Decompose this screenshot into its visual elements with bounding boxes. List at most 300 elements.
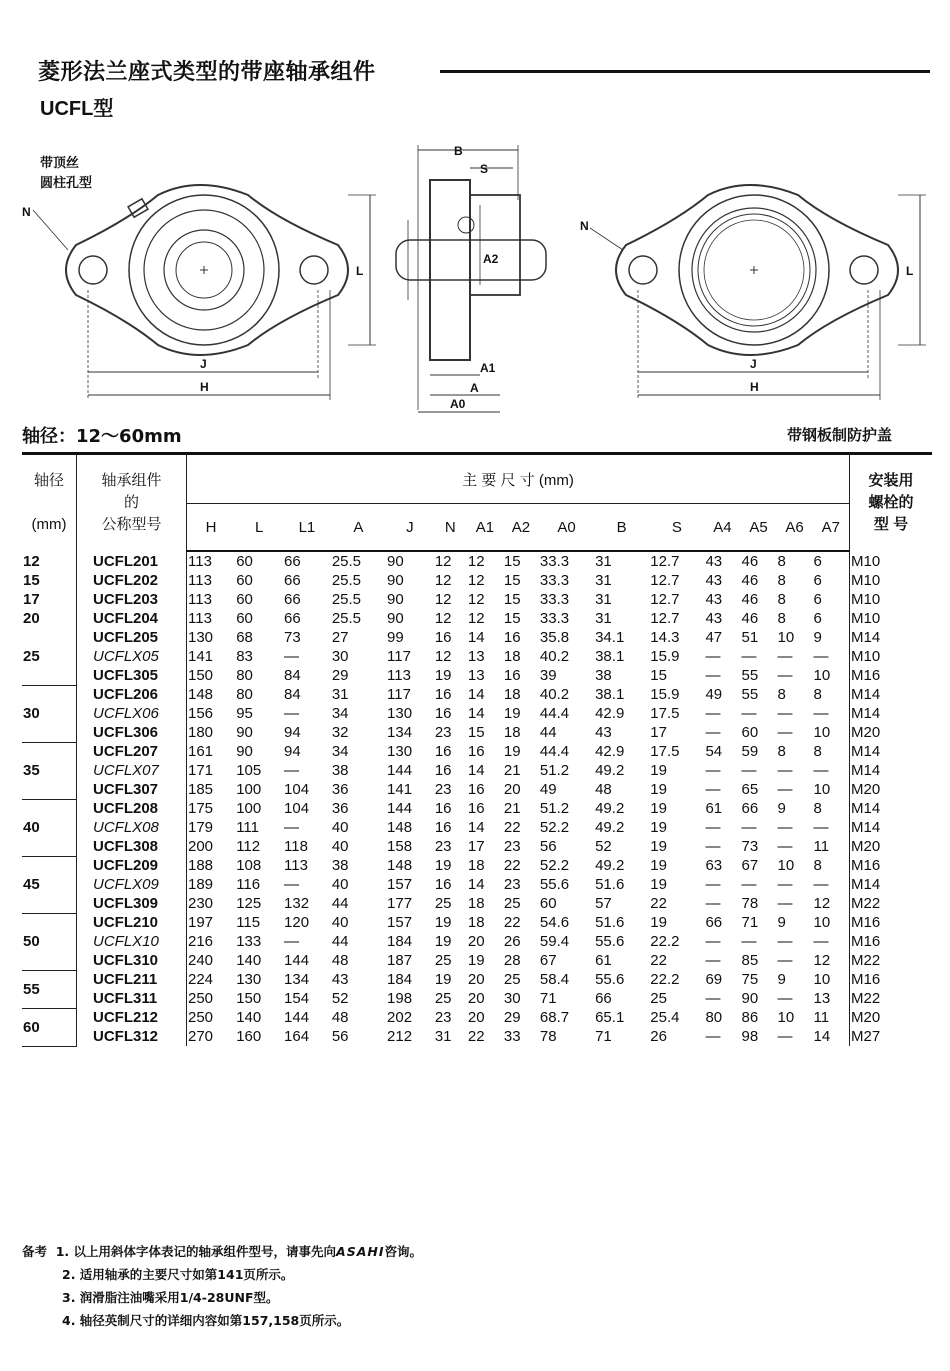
dim-cell: 15 — [650, 667, 667, 684]
dim-cell: 16 — [434, 743, 452, 760]
table-row — [22, 970, 932, 989]
dim-cell: — — [777, 1028, 793, 1045]
head-bolt — [850, 454, 933, 552]
dim-cell: 44 — [539, 724, 557, 741]
dim-cell: 19 — [650, 838, 667, 855]
dim-cell: 12 — [434, 553, 452, 570]
dim-cell: 90 — [236, 724, 253, 741]
bolt-cell: M16 — [851, 914, 881, 931]
designation-cell: UCFLX09 — [77, 875, 187, 894]
shaft-dia-cell: 20 — [22, 609, 77, 628]
col-head-12: A5 — [740, 504, 776, 552]
title-rule — [440, 70, 930, 73]
dim-cell: 22 — [650, 952, 667, 969]
dim-cell: 98 — [741, 1028, 759, 1045]
dim-cell: 16 — [434, 819, 452, 836]
dim-cell: 25 — [503, 895, 521, 912]
dim-cell: 16 — [434, 686, 452, 703]
dim-cell: — — [777, 781, 793, 798]
dim-cell: 36 — [331, 781, 349, 798]
dim-cell: 19 — [503, 743, 521, 760]
dim-cell: 134 — [387, 724, 413, 741]
dim-cell: 80 — [705, 1009, 723, 1026]
dim-cell: 10 — [777, 857, 795, 874]
model-name: UCFL型 — [40, 98, 114, 120]
dim-cell: 212 — [387, 1028, 413, 1045]
dim-cell: 25.5 — [331, 572, 362, 589]
bolt-cell: M16 — [851, 933, 881, 950]
dim-cell: 202 — [387, 1009, 413, 1026]
bore-label: 圆柱孔型 — [40, 176, 93, 191]
dim-cell: 25 — [434, 990, 452, 1007]
dim-cell: 32 — [331, 724, 349, 741]
dim-cell: — — [813, 761, 850, 780]
dim-cell: 16 — [467, 800, 485, 817]
table-row — [22, 951, 932, 970]
dim-cell: 80 — [236, 667, 253, 684]
designation-cell: UCFL208 — [77, 799, 187, 818]
col-head-3: A — [331, 504, 386, 552]
dim-cell: 66 — [284, 591, 301, 608]
dim-cell: 20 — [467, 990, 485, 1007]
table-row — [22, 875, 932, 894]
dim-cell: 158 — [387, 838, 413, 855]
dim-cell: 90 — [387, 610, 404, 627]
dim-cell: 51.6 — [595, 914, 625, 931]
dim-cell: 13 — [467, 667, 485, 684]
dim-cell: 49.2 — [595, 800, 625, 817]
dim-cell: 187 — [387, 952, 413, 969]
dim-cell: 90 — [387, 572, 404, 589]
bolt-cell: M14 — [851, 629, 881, 646]
dim-cell: — — [284, 876, 300, 893]
dim-cell: 16 — [434, 629, 452, 646]
bolt-cell: M16 — [851, 971, 881, 988]
dim-cell: 161 — [188, 743, 214, 760]
col-head-6: A1 — [467, 504, 503, 552]
dim-cell: 34 — [331, 743, 349, 760]
dim-cell: 49 — [705, 686, 723, 703]
table-row — [22, 761, 932, 780]
dim-cell: 18 — [467, 895, 485, 912]
dim-cell: — — [705, 762, 721, 779]
dim-cell: 10 — [813, 723, 850, 742]
dim-cell: 133 — [236, 933, 262, 950]
bolt-cell: M10 — [851, 610, 881, 627]
dim-cell: 61 — [595, 952, 612, 969]
table-row — [22, 551, 932, 571]
front-view-drawing — [18, 150, 378, 410]
table-row — [22, 837, 932, 856]
dim-cell: 154 — [284, 990, 310, 1007]
dim-cell: 10 — [777, 1009, 795, 1026]
table-row — [22, 894, 932, 913]
dim-cell: 8 — [813, 856, 850, 875]
dim-cell: 47 — [705, 629, 723, 646]
note-1-pre: 1. 以上用斜体字体表记的轴承组件型号，请事先向 — [55, 1244, 337, 1259]
dim-cell: 34.1 — [595, 629, 625, 646]
dim-cell: 22 — [650, 895, 667, 912]
dim-cell: — — [777, 876, 793, 893]
dim-cell: 56 — [539, 838, 557, 855]
shaft-dia-cell: 35 — [22, 742, 77, 799]
table-row — [22, 780, 932, 799]
dim-cell: 23 — [503, 876, 521, 893]
dim-cell: 224 — [188, 971, 214, 988]
designation-cell: UCFL201 — [77, 551, 187, 571]
dim-cell: 230 — [188, 895, 214, 912]
shaft-dia-cell: 12 — [22, 551, 77, 571]
dim-cell: 141 — [188, 648, 214, 665]
dim-cell: — — [284, 648, 300, 665]
designation-cell: UCFL211 — [77, 970, 187, 989]
dim-cell: 61 — [705, 800, 723, 817]
dim-cell: — — [741, 705, 757, 722]
dim-cell: 44 — [331, 895, 349, 912]
dim-cell: 25 — [650, 990, 667, 1007]
dim-cell: 60 — [236, 553, 253, 570]
dim-cell: 20 — [467, 1009, 485, 1026]
bolt-cell: M22 — [851, 990, 881, 1007]
dim-cell: 14 — [467, 762, 485, 779]
dim-cell: 63 — [705, 857, 723, 874]
dim-cell: 52 — [331, 990, 349, 1007]
bolt-cell: M14 — [851, 819, 881, 836]
bolt-cell: M14 — [851, 743, 881, 760]
designation-cell: UCFL307 — [77, 780, 187, 799]
dim-cell: 130 — [236, 971, 262, 988]
dim-cell: 46 — [741, 553, 759, 570]
dim-cell: 67 — [539, 952, 557, 969]
dim-cell: 111 — [236, 819, 260, 836]
table-row — [22, 742, 932, 761]
dim-cell: 33 — [503, 1028, 521, 1045]
dim-cell: 8 — [813, 685, 850, 704]
dim-cell: 16 — [434, 800, 452, 817]
notes — [22, 1240, 422, 1332]
dim-cell: 66 — [284, 572, 301, 589]
dim-cell: 48 — [331, 1009, 349, 1026]
table-row — [22, 856, 932, 875]
dim-cell: 40 — [331, 876, 349, 893]
dim-cell: 15 — [503, 610, 521, 627]
bolt-cell: M14 — [851, 800, 881, 817]
dim-cell: 12.7 — [650, 572, 680, 589]
dim-cell: 52.2 — [539, 819, 570, 836]
dim-H-left: H — [200, 380, 209, 394]
dim-cell: 104 — [284, 781, 310, 798]
dim-cell: 19 — [503, 705, 521, 722]
col-head-2: L1 — [283, 504, 331, 552]
bolt-cell: M20 — [851, 838, 881, 855]
note-3: 3. 润滑脂注油嘴采用1/4-28UNF型。 — [62, 1290, 279, 1305]
dim-cell: 54 — [705, 743, 723, 760]
bolt-cell: M16 — [851, 857, 881, 874]
designation-cell: UCFL309 — [77, 894, 187, 913]
dim-cell: — — [777, 648, 793, 665]
dim-cell: 67 — [741, 857, 759, 874]
shaft-dia-cell: 17 — [22, 590, 77, 609]
dim-cell: 9 — [813, 628, 850, 647]
note-1-post: 咨询。 — [384, 1244, 423, 1259]
dim-cell: 9 — [777, 971, 786, 988]
bolt-cell: M16 — [851, 667, 881, 684]
dim-cell: 17.5 — [650, 743, 680, 760]
col-head-8: A0 — [539, 504, 594, 552]
dim-cell: 83 — [236, 648, 253, 665]
dim-cell: 140 — [236, 952, 262, 969]
dim-cell: 16 — [467, 743, 485, 760]
dim-cell: 150 — [236, 990, 262, 1007]
dim-cell: 94 — [284, 743, 301, 760]
dim-cell: 134 — [284, 971, 310, 988]
dim-cell: 8 — [777, 553, 786, 570]
dim-cell: 46 — [741, 610, 759, 627]
dim-cell: 43 — [331, 971, 349, 988]
table-row — [22, 723, 932, 742]
dim-cell: 54.6 — [539, 914, 570, 931]
dim-cell: 132 — [284, 895, 310, 912]
bolt-cell: M22 — [851, 952, 881, 969]
col-head-11: A4 — [704, 504, 740, 552]
dim-cell: 43 — [705, 610, 723, 627]
dim-cell: 16 — [503, 667, 521, 684]
dim-cell: — — [705, 933, 721, 950]
dim-cell: 14.3 — [650, 629, 680, 646]
dim-cell: 8 — [777, 591, 786, 608]
head-designation-2: 的 — [123, 494, 139, 511]
dim-cell: 26 — [503, 933, 521, 950]
dim-cell: 8 — [777, 572, 786, 589]
dim-cell: 125 — [236, 895, 262, 912]
table-row — [22, 932, 932, 951]
dim-cell: — — [705, 1028, 721, 1045]
col-head-9: B — [594, 504, 649, 552]
designation-cell: UCFLX05 — [77, 647, 187, 666]
dim-cell: 141 — [387, 781, 413, 798]
shaft-dia-cell: 40 — [22, 799, 77, 856]
dim-cell: 59 — [741, 743, 759, 760]
dim-cell: — — [813, 647, 850, 666]
dim-cell: 14 — [467, 686, 485, 703]
notes-label: 备考 — [22, 1244, 48, 1259]
dim-cell: 9 — [777, 914, 786, 931]
dim-cell: 71 — [595, 1028, 612, 1045]
dim-cell: 19 — [434, 933, 452, 950]
dim-cell: 38.1 — [595, 686, 625, 703]
dim-cell: 150 — [188, 667, 214, 684]
dim-cell: 56 — [331, 1028, 349, 1045]
dim-cell: 49.2 — [595, 819, 625, 836]
dim-cell: 55.6 — [595, 971, 625, 988]
dim-cell: — — [777, 933, 793, 950]
note-1-brand: ASAHI — [336, 1244, 385, 1259]
dim-cell: 14 — [467, 819, 485, 836]
dim-cell: 16 — [434, 705, 452, 722]
dim-cell: — — [705, 648, 721, 665]
dim-cell: 19 — [434, 914, 452, 931]
dim-S: S — [480, 162, 489, 176]
dim-cell: — — [813, 932, 850, 951]
dim-cell: 250 — [188, 990, 214, 1007]
dim-cell: 198 — [387, 990, 413, 1007]
dim-cell: 49.2 — [595, 762, 625, 779]
col-head-7: A2 — [503, 504, 539, 552]
table-row — [22, 704, 932, 723]
dim-cell: 55.6 — [539, 876, 570, 893]
dim-cell: 19 — [467, 952, 485, 969]
dim-cell: 189 — [188, 876, 214, 893]
dim-cell: 43 — [705, 553, 723, 570]
dim-N-left: N — [22, 205, 31, 219]
dim-cell: 65.1 — [595, 1009, 625, 1026]
dim-cell: 6 — [813, 571, 850, 590]
dim-cell: 144 — [284, 952, 310, 969]
designation-cell: UCFL305 — [77, 666, 187, 685]
designation-cell: UCFL212 — [77, 1008, 187, 1027]
dim-cell: 60 — [236, 610, 253, 627]
dim-cell: — — [705, 781, 721, 798]
dim-cell: 113 — [188, 553, 212, 570]
dim-cell: 19 — [650, 914, 667, 931]
dim-cell: 22 — [503, 857, 521, 874]
dim-cell: — — [705, 667, 721, 684]
dim-cell: 130 — [387, 705, 413, 722]
dim-cell: 73 — [741, 838, 759, 855]
head-main-dims: 主 要 尺 寸 (mm) — [187, 454, 850, 504]
dim-cell: 179 — [188, 819, 214, 836]
dim-cell: — — [813, 818, 850, 837]
dim-cell: — — [777, 838, 793, 855]
dim-cell: 188 — [188, 857, 214, 874]
dim-cell: — — [777, 705, 793, 722]
dim-cell: 180 — [188, 724, 214, 741]
dim-cell: — — [705, 838, 721, 855]
dim-cell: 48 — [595, 781, 612, 798]
dim-cell: 18 — [467, 914, 485, 931]
dim-cell: 52 — [595, 838, 612, 855]
dim-cell: 19 — [434, 857, 452, 874]
dim-cell: 16 — [467, 781, 485, 798]
bolt-cell: M20 — [851, 724, 881, 741]
dim-cell: 12 — [434, 572, 452, 589]
dim-cell: 25 — [434, 952, 452, 969]
dim-N-right: N — [580, 219, 589, 233]
dim-cell: 148 — [387, 857, 413, 874]
cover-note: 带钢板制防护盖 — [786, 426, 892, 444]
designation-cell: UCFL310 — [77, 951, 187, 970]
dim-B: B — [454, 144, 463, 158]
dim-cell: 30 — [331, 648, 349, 665]
col-head-0: H — [187, 504, 236, 552]
dim-cell: 16 — [434, 762, 452, 779]
dim-cell: 19 — [650, 800, 667, 817]
dim-cell: 184 — [387, 933, 413, 950]
head-designation-1: 轴承组件 — [101, 472, 162, 489]
note-2: 2. 适用轴承的主要尺寸如第141页所示。 — [62, 1267, 294, 1282]
dim-cell: — — [284, 819, 300, 836]
table-row — [22, 666, 932, 685]
designation-cell: UCFL202 — [77, 571, 187, 590]
dim-cell: 9 — [777, 800, 786, 817]
col-head-13: A6 — [777, 504, 813, 552]
dim-cell: 85 — [741, 952, 759, 969]
dim-cell: 44.4 — [539, 743, 570, 760]
dim-cell: 8 — [777, 610, 786, 627]
dim-cell: 68 — [236, 629, 253, 646]
dim-cell: 113 — [188, 572, 212, 589]
dim-cell: 130 — [188, 629, 214, 646]
dim-cell: 84 — [284, 667, 301, 684]
dim-cell: 29 — [503, 1009, 521, 1026]
dim-cell: 48 — [331, 952, 349, 969]
dim-cell: — — [741, 876, 757, 893]
dim-cell: — — [777, 895, 793, 912]
dim-cell: — — [777, 667, 793, 684]
designation-cell: UCFL210 — [77, 913, 187, 932]
dim-cell: 43 — [705, 591, 723, 608]
dim-cell: 38 — [331, 857, 349, 874]
table-row — [22, 818, 932, 837]
note-4: 4. 轴径英制尺寸的详细内容如第157,158页所示。 — [62, 1313, 350, 1328]
table-row — [22, 571, 932, 590]
bolt-cell: M14 — [851, 686, 881, 703]
dim-cell: 60 — [236, 591, 253, 608]
head-dia-text: 轴径 — [33, 472, 64, 489]
dim-cell: 33.3 — [539, 591, 570, 608]
dim-cell: 156 — [188, 705, 214, 722]
dim-cell: 12 — [467, 591, 485, 608]
bolt-cell: M14 — [851, 876, 881, 893]
head-bolt-1: 安装用 — [868, 472, 914, 489]
dim-cell: 60 — [741, 724, 759, 741]
dim-cell: 26 — [650, 1028, 667, 1045]
head-bolt-2: 螺栓的 — [868, 494, 914, 511]
dim-cell: 8 — [813, 742, 850, 761]
dim-cell: 44 — [331, 933, 349, 950]
dim-cell: 66 — [705, 914, 723, 931]
dim-cell: 6 — [813, 609, 850, 628]
dimensions-table — [22, 452, 932, 1047]
designation-cell: UCFL206 — [77, 685, 187, 704]
shaft-dia-cell: 15 — [22, 571, 77, 590]
dim-cell: 35.8 — [539, 629, 570, 646]
col-head-1: L — [235, 504, 283, 552]
head-bolt-3: 型 号 — [873, 516, 909, 533]
dim-cell: 270 — [188, 1028, 214, 1045]
designation-cell: UCFL207 — [77, 742, 187, 761]
table-row — [22, 799, 932, 818]
shaft-dia-cell: 55 — [22, 970, 77, 1008]
dim-cell: 19 — [650, 857, 667, 874]
dim-cell: 60 — [539, 895, 557, 912]
bolt-cell: M10 — [851, 648, 881, 665]
dim-cell: 25.5 — [331, 610, 362, 627]
shaft-dia-cell: 25 — [22, 628, 77, 685]
dim-cell: 31 — [595, 572, 612, 589]
dim-cell: 33.3 — [539, 610, 570, 627]
table-row — [22, 590, 932, 609]
table-row — [22, 989, 932, 1008]
dim-cell: 40.2 — [539, 648, 570, 665]
dim-cell: — — [705, 819, 721, 836]
dim-cell: 20 — [467, 933, 485, 950]
dim-cell: 38 — [331, 762, 349, 779]
dim-A2: A2 — [483, 252, 499, 266]
dim-cell: 40 — [331, 838, 349, 855]
dim-H-right: H — [750, 380, 759, 394]
dim-cell: 117 — [387, 648, 411, 665]
